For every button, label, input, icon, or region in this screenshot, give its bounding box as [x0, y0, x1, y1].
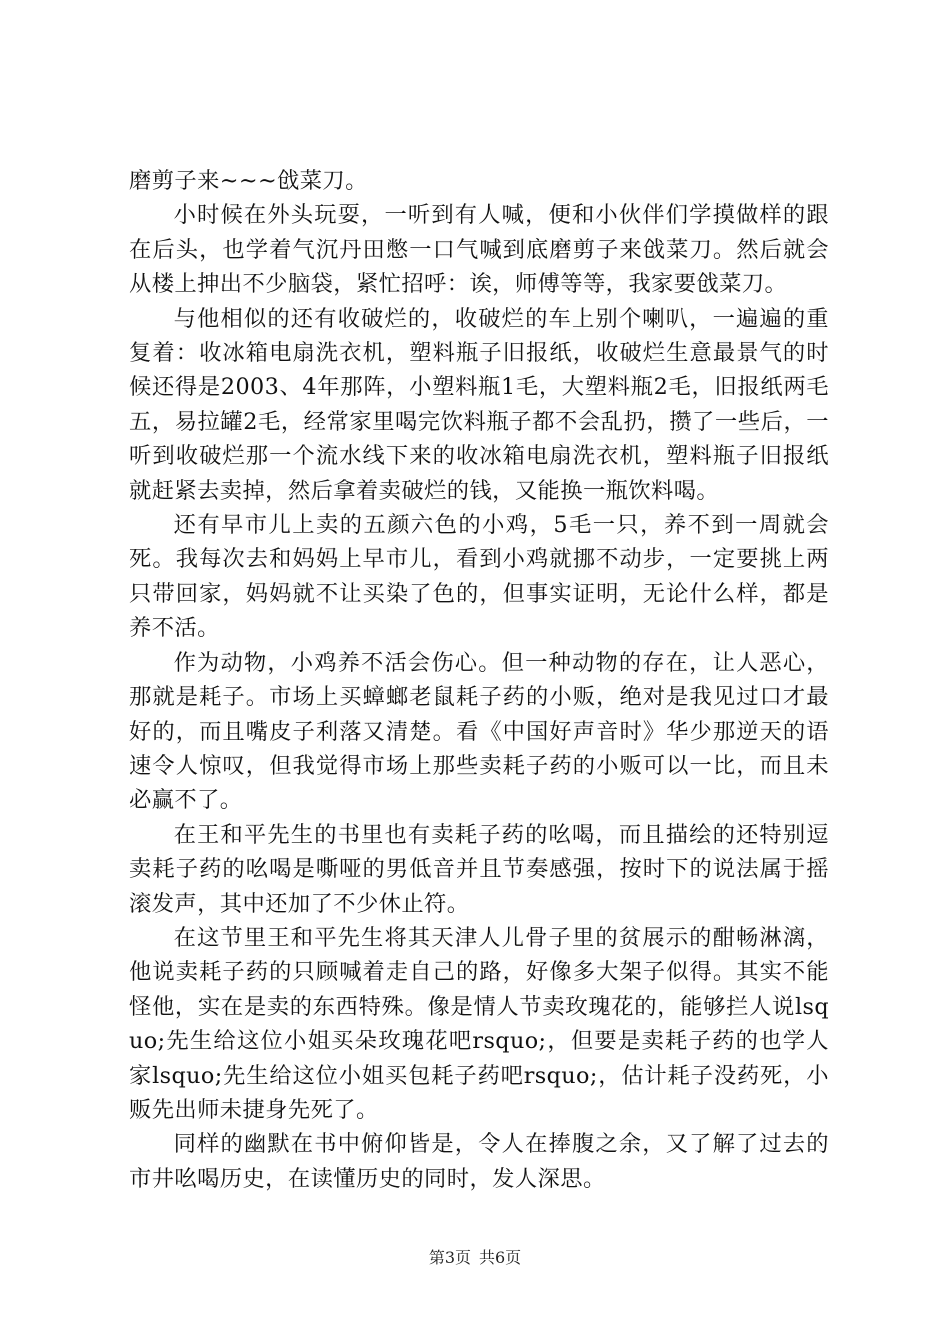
paragraph: 小时候在外头玩耍，一听到有人喊，便和小伙伴们学摸做样的跟在后头，也学着气沉丹田憋一口气喊到底磨剪子来戗菜刀。然后就会从楼上抻出不少脑袋，紧忙招呼：诶，师傅等等，我家要戗菜刀。 — [129, 202, 829, 298]
page-footer — [0, 1248, 950, 1268]
paragraph: 还有早市儿上卖的五颜六色的小鸡，5毛一只，养不到一周就会死。我每次去和妈妈上早市儿，看到小鸡就挪不动步，一定要挑上两只带回家，妈妈就不让买染了色的，但事实证明，无论什么样，都是养不活。 — [129, 512, 829, 642]
paragraph-continued: 磨剪子来~~~戗菜刀。 — [129, 168, 368, 194]
body-text — [129, 164, 829, 1196]
paragraph: 在这节里王和平先生将其天津人儿骨子里的贫展示的酣畅淋漓，他说卖耗子药的只顾喊着走自己的路，好像多大架子似得。其实不能怪他，实在是卖的东西特殊。像是情人节卖玫瑰花的，能够拦人说lsquo;先生给这位小姐买朵玫瑰花吧rsquo;，但要是卖耗子药的也学人家lsquo;先生给这位小姐买包耗子药吧rsquo;，估计耗子没药死，小贩先出师未捷身先死了。 — [129, 924, 829, 1123]
paragraph: 与他相似的还有收破烂的，收破烂的车上别个喇叭，一遍遍的重复着：收冰箱电扇洗衣机，塑料瓶子旧报纸，收破烂生意最景气的时候还得是2003、4年那阵，小塑料瓶1毛，大塑料瓶2毛，旧报纸两毛五，易拉罐2毛，经常家里喝完饮料瓶子都不会乱扔，攒了一些后，一听到收破烂那一个流水线下来的收冰箱电扇洗衣机，塑料瓶子旧报纸就赶紧去卖掉，然后拿着卖破烂的钱，又能换一瓶饮料喝。 — [129, 305, 829, 504]
page-total: 共6页 — [479, 1248, 522, 1267]
page-number: 第3页 — [428, 1248, 471, 1267]
paragraph: 作为动物，小鸡养不活会伤心。但一种动物的存在，让人恶心，那就是耗子。市场上买蟑螂老鼠耗子药的小贩，绝对是我见过口才最好的，而且嘴皮子利落又清楚。看《中国好声音时》华少那逆天的语速令人惊叹，但我觉得市场上那些卖耗子药的小贩可以一比，而且未必赢不了。 — [129, 649, 829, 814]
paragraph: 在王和平先生的书里也有卖耗子药的吆喝，而且描绘的还特别逗卖耗子药的吆喝是嘶哑的男低音并且节奏感强，按时下的说法属于摇滚发声，其中还加了不少休止符。 — [129, 821, 829, 917]
paragraph: 同样的幽默在书中俯仰皆是，令人在捧腹之余，又了解了过去的市井吆喝历史，在读懂历史的同时，发人深思。 — [129, 1131, 829, 1192]
